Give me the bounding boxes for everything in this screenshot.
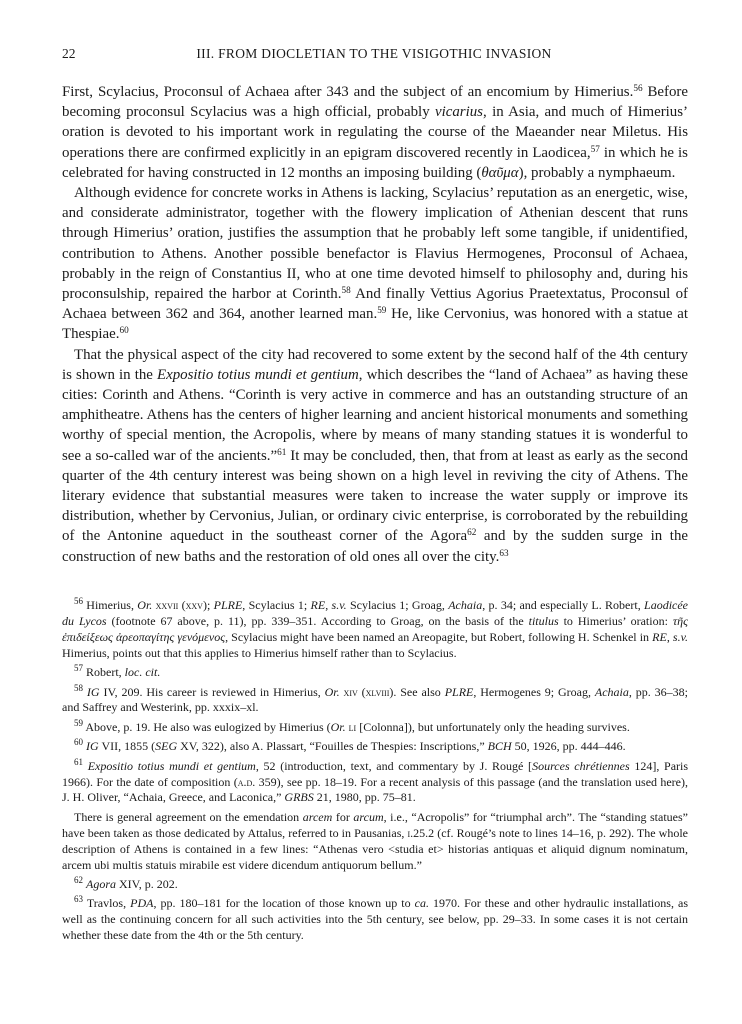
footnote-ref-57[interactable]: 57 [590, 143, 600, 154]
footnote-61: $^{61}$ Expositio totius mundi et gentium, 52 (introduction, text, and commentary by J. Rougé [Sources chrétiennes 124], Paris 1966). For the date of composition (a.d. 359), see pp. 18–19. For a recent analysis of this passage (and the translation used here), J. H. Oliver, “Achaia, Greece, and Laconica,” GRBS 21, 1980, pp. 75–81. [62, 756, 689, 805]
footnote-ref-61[interactable]: 61 [277, 446, 287, 457]
page-number: 22 [62, 46, 76, 61]
footnote-ref-58[interactable]: 58 [341, 284, 351, 295]
paragraph-3: That the physical aspect of the city had recovered to some extent by the second half of the 4th century is shown in the Expositio totius mundi et gentium, which describes the “land of Achaea” as having these cities: Corinth and Athens. “Corinth is very active in commerce and has an outstanding structure of an amphitheatre. Athens has the centers of higher learning and ancient historical monuments and something worthy of special mention, the Acropolis, where by means of many standing statues it is wonderful to see a so-called war of the ancients.”$^{61}$ It may be concluded, then, that from at least as early as the second quarter of the 4th century interest was being shown on a high level in reviving the city of Athens. The literary evidence that substantial measures were taken to increase the water supply or improve its distribution, whether by Cervonius, Julian, or ordinary civic enterprise, is corroborated by the rebuilding of the Antonine aqueduct in the southeast corner of the Agora$^{62}$ and by the sudden surge in the construction of new baths and the restoration of old ones all over the city.$^{63}$ [62, 346, 688, 565]
footnote-ref-59[interactable]: 59 [377, 305, 387, 316]
footnote-ref-56[interactable]: 56 [633, 82, 643, 93]
footnote-63: $^{63}$ Travlos, PDA, pp. 180–181 for the location of those known up to ca. 1970. For these and other hydraulic installations, as well as the continuing concern for all such activities into the 5th century, see below, pp. 29–33. In some cases it is not certain whether these date from the 4th or the 5th century. [62, 894, 688, 943]
footnote-56: $^{56}$ Himerius, Or. xxvii (xxv); PLRE, Scylacius 1; RE, s.v. Scylacius 1; Groag, Achaia, p. 34; and especially L. Robert, Laodicée du Lycos (footnote 67 above, p. 11), pp. 339–351. According to Groag, on the basis of the titulus to Himerius’ oration: τῆς ἐπιδείξεως ἀρεοπαγίτης γενόμενος, Scylacius might have been named an Areopagite, but Robert, following H. Schenkel in RE, s.v. Himerius, points out that this applies to Himerius himself rather than to Scylacius. [62, 596, 689, 660]
running-head: III. FROM DIOCLETIAN TO THE VISIGOTHIC INVASION [196, 46, 552, 61]
footnote-62: $^{62}$ Agora XIV, p. 202. [74, 875, 178, 891]
footnote-58: $^{58}$ IG IV, 209. His career is reviewed in Himerius, Or. xiv (xlviii). See also PLRE, Hermogenes 9; Groag, Achaia, pp. 36–38; and Saffrey and Westerink, pp. xxxix–xl. [62, 682, 689, 715]
footnote-60: $^{60}$ IG VII, 1855 (SEG XV, 322), also A. Plassart, “Fouilles de Thespies: Inscriptions,” BCH 50, 1926, pp. 444–446. [74, 737, 626, 754]
main-text [62, 82, 688, 567]
footnote-61-continued: There is general agreement on the emendation arcem for arcum, i.e., “Acropolis” for “triumphal arch”. The “standing statues” have been taken as those dedicated by Attalus, referred to in Pausanias, i.25.2 (cf. Rougé’s note to lines 14–16, p. 292). The whole description of Athens is contained in a few lines: “Athenas vero <studia et> historias antiquas et aliquid dignum nominatum, arcem ubi multis statuis mirabile est videre dicendum antiquorum bellum.” [62, 809, 688, 872]
paragraph-1: First, Scylacius, Proconsul of Achaea after 343 and the subject of an encomium by Himerius.$^{56}$ Before becoming proconsul Scylacius was a high official, probably vicarius, in Asia, and much of Himerius’ oration is devoted to his important work in regulating the course of the Maeander near Miletus. His operations there are confirmed explicitly in an epigram discovered recently in Laodicea,$^{57}$ in which he is celebrated for having constructed in 12 months an imposing building (θαῦμα), probably a nymphaeum. [62, 82, 688, 181]
footnotes [62, 598, 688, 948]
page-header [62, 46, 686, 66]
footnote-57: $^{57}$ Robert, loc. cit. [74, 663, 161, 680]
footnote-ref-62[interactable]: 62 [467, 527, 477, 538]
footnote-ref-60[interactable]: 60 [119, 325, 129, 336]
footnote-59: $^{59}$ Above, p. 19. He also was eulogized by Himerius (Or. li [Colonna]), but unfortunately only the heading survives. [74, 717, 630, 734]
greek-term: θαῦμα [481, 164, 519, 181]
paragraph-2: Although evidence for concrete works in Athens is lacking, Scylacius’ reputation as an energetic, wise, and considerate administrator, together with the flowery implication of Athenian descent that runs through Himerius’ oration, justifies the assumption that he probably left some tangible, if unidentified, contribution to Athens. Another possible benefactor is Flavius Hermogenes, Proconsul of Achaea, probably in the reign of Constantius II, who at one time devoted himself to philosophy and, during his proconsulship, repaired the harbor at Corinth.$^{58}$ And finally Vettius Agorius Praetextatus, Proconsul of Achaea between 362 and 364, another learned man.$^{59}$ He, like Cervonius, was honored with a statue at Thespiae.$^{60}$ [62, 185, 689, 343]
footnote-ref-63[interactable]: 63 [499, 547, 509, 558]
